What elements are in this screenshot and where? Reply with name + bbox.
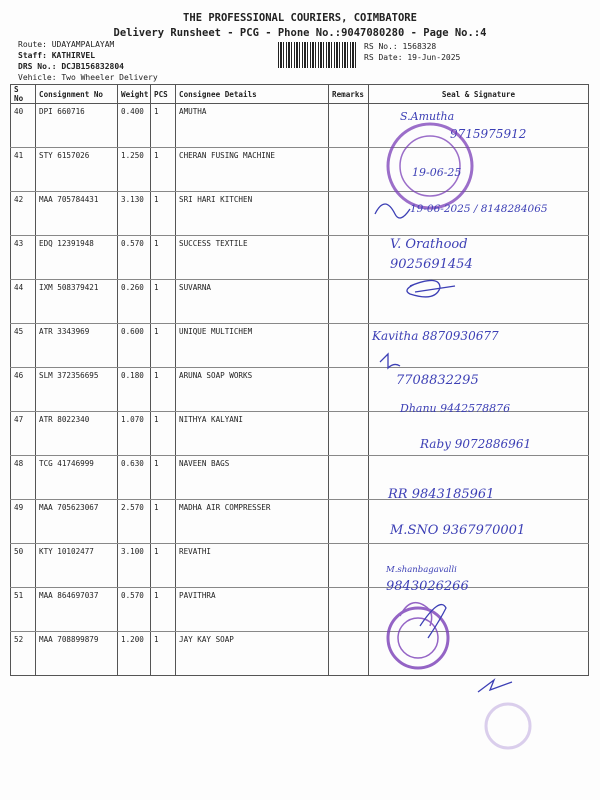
row-consignee: SUVARNA bbox=[176, 280, 329, 324]
row-sno: 52 bbox=[11, 632, 36, 676]
col-header-signature: Seal & Signature bbox=[369, 85, 589, 104]
phone-42: 19-06-2025 / 8148284065 bbox=[410, 203, 548, 215]
row-consignment-no: SLM 372356695 bbox=[36, 368, 118, 412]
phone-51: 9843026266 bbox=[386, 579, 469, 594]
row-consignment-no: ATR 3343969 bbox=[36, 324, 118, 368]
row-weight: 0.600 bbox=[118, 324, 151, 368]
row-weight: 1.200 bbox=[118, 632, 151, 676]
row-remarks bbox=[329, 500, 369, 544]
row-pcs: 1 bbox=[151, 368, 176, 412]
row-sno: 48 bbox=[11, 456, 36, 500]
stamp-date: 19-06-25 bbox=[412, 166, 462, 179]
row-consignee: JAY KAY SOAP bbox=[176, 632, 329, 676]
signature-40: S.Amutha bbox=[400, 110, 455, 123]
row-pcs: 1 bbox=[151, 148, 176, 192]
row-remarks bbox=[329, 324, 369, 368]
row-pcs: 1 bbox=[151, 104, 176, 148]
faint-stamp bbox=[486, 704, 530, 748]
row-pcs: 1 bbox=[151, 280, 176, 324]
signature-49: RR 9843185961 bbox=[388, 487, 495, 502]
signature-50: M.SNO 9367970001 bbox=[390, 523, 526, 538]
row-pcs: 1 bbox=[151, 500, 176, 544]
signature-46 bbox=[380, 354, 400, 368]
row-weight: 3.130 bbox=[118, 192, 151, 236]
row-sno: 43 bbox=[11, 236, 36, 280]
route-label: Route: UDAYAMPALAYAM bbox=[18, 40, 115, 49]
signature-48: Raby 9072886961 bbox=[420, 437, 532, 451]
drs-label: DRS No.: DCJB156832804 bbox=[18, 62, 124, 71]
row-weight: 0.570 bbox=[118, 236, 151, 280]
row-consignee: AMUTHA bbox=[176, 104, 329, 148]
row-remarks bbox=[329, 104, 369, 148]
row-consignment-no: DPI 660716 bbox=[36, 104, 118, 148]
row-pcs: 1 bbox=[151, 632, 176, 676]
col-header-weight: Weight bbox=[118, 85, 151, 104]
row-consignment-no: MAA 705784431 bbox=[36, 192, 118, 236]
row-remarks bbox=[329, 588, 369, 632]
row-consignee: CHERAN FUSING MACHINE bbox=[176, 148, 329, 192]
row-weight: 3.100 bbox=[118, 544, 151, 588]
signature-layer bbox=[370, 96, 600, 756]
phone-46: 7708832295 bbox=[396, 373, 479, 388]
company-stamp-bottom bbox=[388, 603, 448, 668]
signature-42-scribble bbox=[375, 204, 410, 218]
row-weight: 1.250 bbox=[118, 148, 151, 192]
row-consignment-no: MAA 708899879 bbox=[36, 632, 118, 676]
row-consignee: SRI HARI KITCHEN bbox=[176, 192, 329, 236]
col-header-sno: S No bbox=[11, 85, 36, 104]
col-header-consignee: Consignee Details bbox=[176, 85, 329, 104]
staff-label: Staff: KATHIRVEL bbox=[18, 51, 96, 60]
row-remarks bbox=[329, 632, 369, 676]
row-sno: 44 bbox=[11, 280, 36, 324]
phone-43: 9025691454 bbox=[390, 257, 473, 272]
row-sno: 51 bbox=[11, 588, 36, 632]
row-weight: 1.070 bbox=[118, 412, 151, 456]
row-consignment-no: TCG 41746999 bbox=[36, 456, 118, 500]
row-sno: 42 bbox=[11, 192, 36, 236]
row-remarks bbox=[329, 236, 369, 280]
row-consignee: MADHA AIR COMPRESSER bbox=[176, 500, 329, 544]
row-sno: 50 bbox=[11, 544, 36, 588]
row-sno: 47 bbox=[11, 412, 36, 456]
document-subtitle: Delivery Runsheet - PCG - Phone No.:9047080280 - Page No.:4 bbox=[113, 27, 487, 39]
row-consignee: UNIQUE MULTICHEM bbox=[176, 324, 329, 368]
rs-date: RS Date: 19-Jun-2025 bbox=[364, 53, 461, 62]
row-remarks bbox=[329, 412, 369, 456]
row-consignment-no: ATR 8022340 bbox=[36, 412, 118, 456]
signature-47: Dhanu 9442578876 bbox=[400, 402, 511, 415]
row-weight: 0.570 bbox=[118, 588, 151, 632]
row-consignment-no: KTY 10102477 bbox=[36, 544, 118, 588]
col-header-remarks: Remarks bbox=[329, 85, 369, 104]
tick-mark bbox=[478, 680, 512, 692]
row-remarks bbox=[329, 148, 369, 192]
row-pcs: 1 bbox=[151, 324, 176, 368]
row-sno: 45 bbox=[11, 324, 36, 368]
row-remarks bbox=[329, 368, 369, 412]
row-consignment-no: MAA 864697037 bbox=[36, 588, 118, 632]
rs-number: RS No.: 1568328 bbox=[364, 42, 437, 51]
vehicle-label: Vehicle: Two Wheeler Delivery bbox=[18, 73, 158, 82]
row-consignee: SUCCESS TEXTILE bbox=[176, 236, 329, 280]
row-consignment-no: EDQ 12391948 bbox=[36, 236, 118, 280]
row-consignee: ARUNA SOAP WORKS bbox=[176, 368, 329, 412]
row-consignee: PAVITHRA bbox=[176, 588, 329, 632]
row-weight: 0.180 bbox=[118, 368, 151, 412]
document-title: THE PROFESSIONAL COURIERS, COIMBATORE bbox=[183, 12, 417, 24]
row-weight: 0.630 bbox=[118, 456, 151, 500]
row-remarks bbox=[329, 192, 369, 236]
row-sno: 49 bbox=[11, 500, 36, 544]
col-header-consignment: Consignment No bbox=[36, 85, 118, 104]
signature-45: Kavitha 8870930677 bbox=[372, 329, 499, 343]
row-pcs: 1 bbox=[151, 588, 176, 632]
signature-44 bbox=[407, 280, 455, 296]
row-pcs: 1 bbox=[151, 544, 176, 588]
col-header-pcs: PCS bbox=[151, 85, 176, 104]
signature-43: V. Orathood bbox=[390, 237, 468, 252]
row-consignment-no: STY 6157026 bbox=[36, 148, 118, 192]
row-consignee: NAVEEN BAGS bbox=[176, 456, 329, 500]
row-consignee: NITHYA KALYANI bbox=[176, 412, 329, 456]
row-weight: 2.570 bbox=[118, 500, 151, 544]
row-pcs: 1 bbox=[151, 456, 176, 500]
row-weight: 0.260 bbox=[118, 280, 151, 324]
row-sno: 40 bbox=[11, 104, 36, 148]
phone-40: 9715975912 bbox=[450, 127, 527, 141]
row-weight: 0.400 bbox=[118, 104, 151, 148]
signature-51: M.shanbagavalli bbox=[386, 565, 457, 575]
barcode bbox=[278, 42, 356, 68]
row-pcs: 1 bbox=[151, 412, 176, 456]
row-remarks bbox=[329, 544, 369, 588]
row-consignee: REVATHI bbox=[176, 544, 329, 588]
row-sno: 41 bbox=[11, 148, 36, 192]
row-pcs: 1 bbox=[151, 192, 176, 236]
row-sno: 46 bbox=[11, 368, 36, 412]
row-remarks bbox=[329, 280, 369, 324]
row-consignment-no: MAA 705623067 bbox=[36, 500, 118, 544]
row-pcs: 1 bbox=[151, 236, 176, 280]
row-consignment-no: IXM 508379421 bbox=[36, 280, 118, 324]
row-remarks bbox=[329, 456, 369, 500]
